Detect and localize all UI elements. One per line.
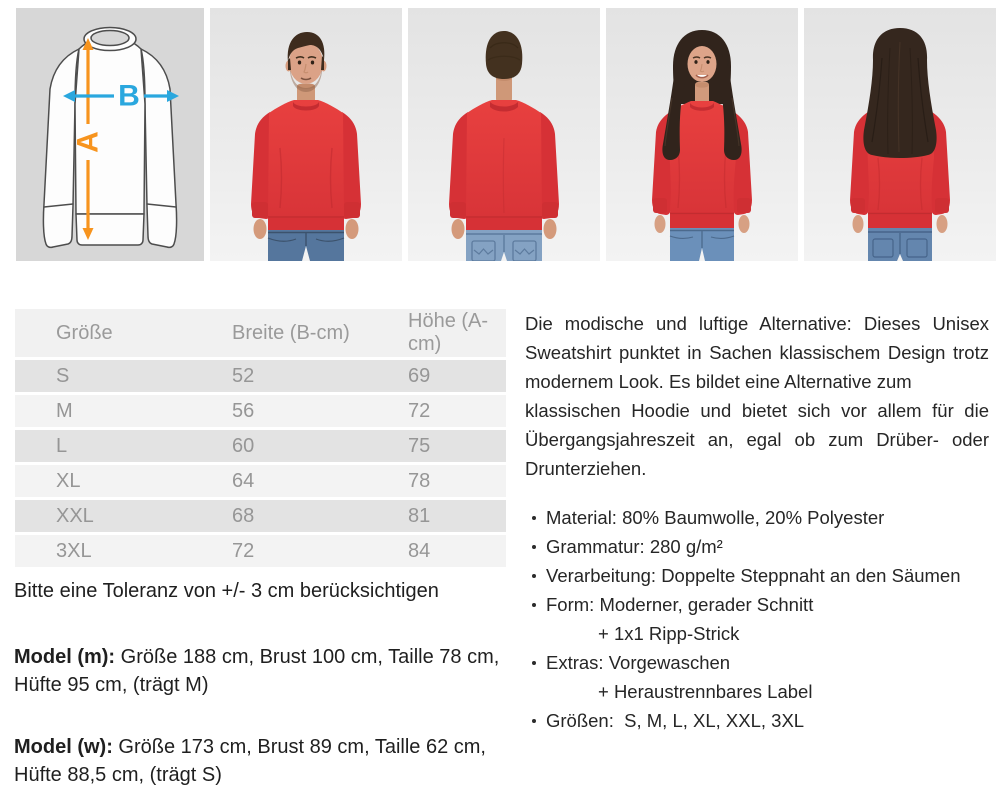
column-header-size: Größe [15,309,232,357]
bullet-dot-icon [532,545,536,549]
table-row: M 56 72 [15,395,506,427]
sweatshirt [652,101,752,228]
description-line: Drunterziehen. [525,458,647,479]
photo-male-model-front [210,8,402,261]
feature-item-grammatur: Grammatur: 280 g/m² [525,532,989,561]
column-header-width: Breite (B-cm) [232,309,408,357]
model-info-male-label: Model (m): [14,646,116,668]
male-back-illustration [408,8,600,261]
width-label-b: B [118,79,140,113]
product-details [14,306,1000,789]
feature-item-form-continuation: + 1x1 Ripp-Strick [598,623,740,644]
description-line: modernem Look. Es bildet eine Alternative zum [525,371,912,392]
feature-item-form: Form: Moderner, gerader Schnitt [525,590,989,619]
column-header-height: Höhe (A-cm) [408,309,506,357]
bullet-dot-icon [532,574,536,578]
sweatshirt [449,100,559,230]
table-row: 3XL 72 84 [15,535,506,567]
sweatshirt [251,100,361,230]
size-info-column [14,306,506,789]
model-info-male-details: Größe 188 cm, Brust 100 cm, Taille 78 cm, Hüfte 95 cm, (trägt M) [14,646,500,696]
table-row: XXL 68 81 [15,500,506,532]
feature-item-extras-continuation: + Heraustrennbares Label [598,681,813,702]
photo-male-model-back [408,8,600,261]
table-row: S 52 69 [15,360,506,392]
photo-female-model-back [804,8,996,261]
feature-item-extras: Extras: Vorgewaschen [525,648,989,677]
photo-female-model-front [606,8,798,261]
table-row: L 60 75 [15,430,506,462]
bullet-dot-icon [532,661,536,665]
description-line: klassischen Hoodie und bietet sich vor allem für die [525,400,989,421]
feature-item-material: Material: 80% Baumwolle, 20% Polyester [525,503,989,532]
female-back-illustration [804,8,996,261]
model-info-female-details: Größe 173 cm, Brust 89 cm, Taille 62 cm, Hüfte 88,5 cm, (trägt S) [14,736,486,786]
feature-item-verarbeitung: Verarbeitung: Doppelte Steppnaht an den Säumen [525,561,989,590]
male-front-illustration [210,8,402,261]
sweatshirt-measurement-diagram [16,8,204,261]
description-line: Sweatshirt punktet in Sachen klassischem Design trotz [525,342,989,363]
description-column [525,306,989,735]
model-info-male [14,643,514,699]
bullet-dot-icon [532,719,536,723]
size-diagram-image [16,8,204,261]
feature-item-groessen: Größen: S, M, L, XL, XXL, 3XL [525,706,989,735]
size-table-header-row [15,309,506,357]
model-info-female-label: Model (w): [14,736,113,758]
bullet-dot-icon [532,516,536,520]
product-gallery [16,8,1000,261]
feature-list [525,503,989,735]
tolerance-note: Bitte eine Toleranz von +/- 3 cm berücksichtigen [14,580,439,602]
description-line: Die modische und luftige Alternative: Dieses Unisex [525,313,989,334]
table-row: XL 64 78 [15,465,506,497]
sweatshirt-outline [43,28,176,248]
description-line: Übergangsjahreszeit an, egal ob zum Drüber- oder [525,429,989,450]
height-label-a: A [71,131,105,153]
bullet-dot-icon [532,603,536,607]
female-front-illustration [606,8,798,261]
size-table [15,306,506,570]
model-info-female [14,733,514,789]
